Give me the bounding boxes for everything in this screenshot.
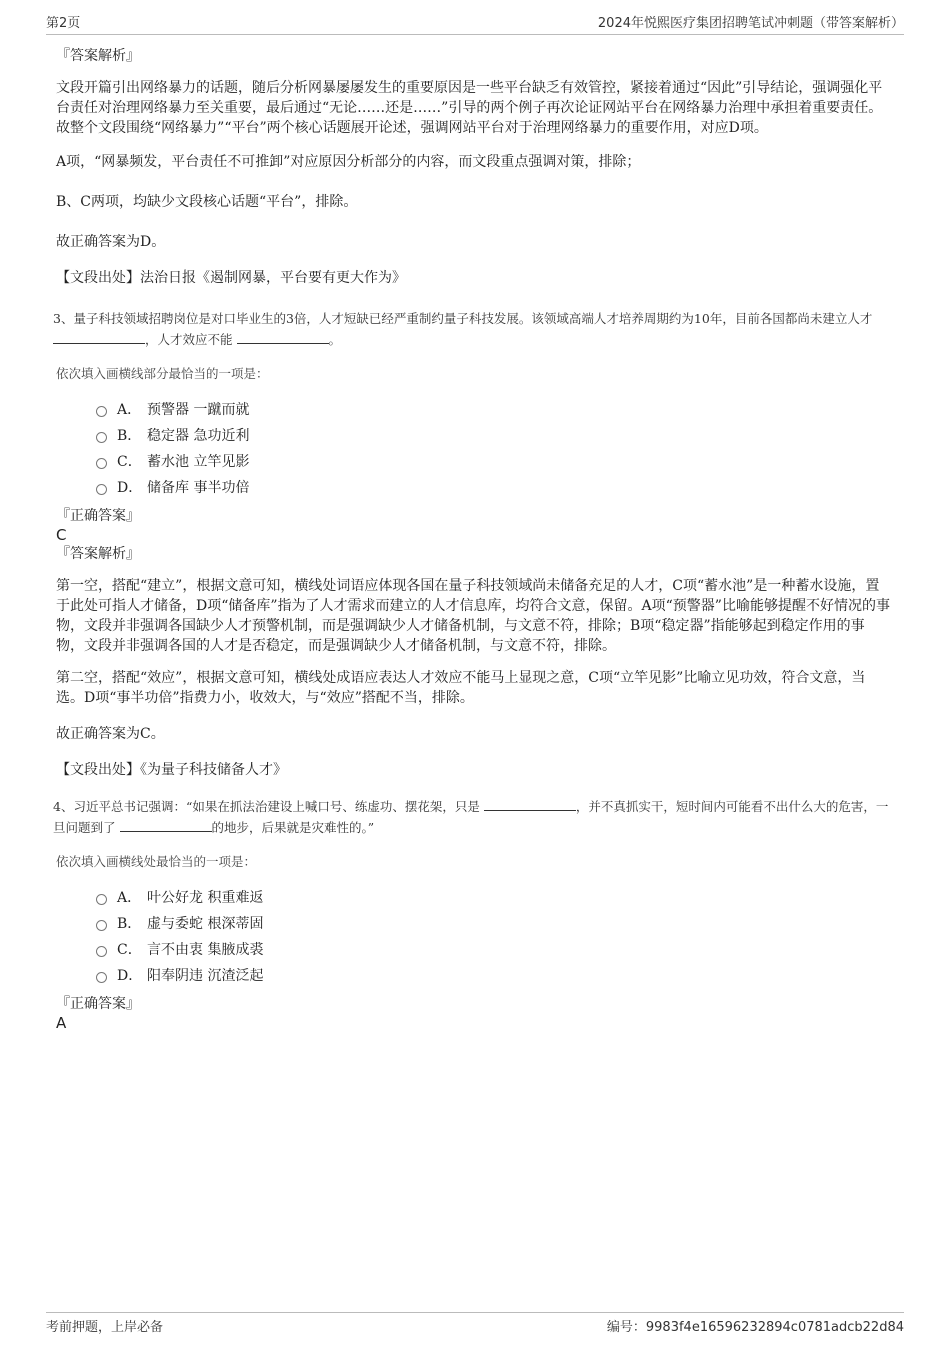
- q3-analysis-paragraph-2: 第二空，搭配“效应”，根据文意可知，横线处成语应表达人才效应不能马上显现之意，C项“立竿见影”比喻立见功效，符合文意，当选。D项“事半功倍”指费力小，收效大，与“效应”搭配不当，排除。: [56, 670, 866, 706]
- q4-stem-part-3: 的地步，后果就是灾难性的。”: [211, 820, 375, 835]
- page-content: [53, 46, 892, 1032]
- page-footer: [46, 1312, 904, 1335]
- q4-blank-2: [120, 818, 212, 832]
- q3-option-a[interactable]: A． 预警器 一蹴而就: [96, 396, 892, 422]
- q2-analysis-label: 『答案解析』: [56, 48, 140, 64]
- q4-option-a[interactable]: A． 叶公好龙 积重难返: [96, 884, 892, 910]
- q4-answer: A: [56, 1014, 67, 1032]
- q4-option-c[interactable]: C． 言不由衷 集腋成裘: [96, 936, 892, 962]
- q4-blank-1: [484, 797, 576, 811]
- q3-stem-part-2: ，人才效应不能: [145, 332, 233, 347]
- q2-analysis-paragraph-1: 文段开篇引出网络暴力的话题，随后分析网暴屡屡发生的重要原因是一些平台缺乏有效管控，紧接着通过“因此”引导结论，强调强化平台责任对治理网络暴力至关重要，最后通过“无论……还是……”引导的两个例子再次论证网站平台在网络暴力治理中承担着重要责任。故整个文段围绕“网络暴力”“平台”两个核心话题展开论述，强调网站平台对于治理网络暴力的重要作用，对应D项。: [56, 80, 883, 136]
- document-title: 2024年悦熙医疗集团招聘笔试冲刺题（带答案解析）: [597, 16, 904, 31]
- radio-icon[interactable]: [96, 946, 107, 957]
- q3-conclusion: 故正确答案为C。: [56, 726, 165, 742]
- footer-slogan: 考前押题，上岸必备: [46, 1320, 164, 1335]
- q4-option-b[interactable]: B． 虚与委蛇 根深蒂固: [96, 910, 892, 936]
- q3-analysis-label: 『答案解析』: [56, 546, 140, 562]
- q3-option-c[interactable]: C． 蓄水池 立竿见影: [96, 448, 892, 474]
- q4-prompt: 依次填入画横线处最恰当的一项是：: [56, 854, 257, 869]
- radio-icon[interactable]: [96, 458, 107, 469]
- q2-conclusion: 故正确答案为D。: [56, 234, 166, 250]
- radio-icon[interactable]: [96, 406, 107, 417]
- q2-source: 【文段出处】法治日报《遏制网暴，平台要有更大作为》: [56, 270, 406, 286]
- page-number: 第2页: [46, 16, 81, 31]
- page-header: [46, 12, 904, 35]
- q3-option-b[interactable]: B． 稳定器 急功近利: [96, 422, 892, 448]
- q3-stem: [53, 308, 892, 350]
- q3-stem-part-1: 3、量子科技领域招聘岗位是对口毕业生的3倍，人才短缺已经严重制约量子科技发展。该领域高端人才培养周期约为10年，目前各国都尚未建立人才: [53, 311, 873, 326]
- q2-analysis-paragraph-3: B、C两项，均缺少文段核心话题“平台”，排除。: [56, 194, 358, 210]
- q3-analysis-paragraph-1: 第一空，搭配“建立”，根据文意可知，横线处词语应体现各国在量子科技领域尚未储备充足的人才，C项“蓄水池”是一种蓄水设施，置于此处可指人才储备，D项“储备库”指为了人才需求而建立的人才信息库，均符合文意，保留。A项“预警器”比喻能够提醒不好情况的事物，文段并非强调各国缺少人才预警机制，而是强调缺少人才储备机制，与文意不符，排除；B项“稳定器”指能够起到稳定作用的事物，文段并非强调各国的人才是否稳定，而是强调缺少人才储备机制，与文意不符，排除。: [56, 578, 890, 654]
- q3-source: 【文段出处】《为量子科技储备人才》: [56, 762, 287, 778]
- q4-stem-part-1: 4、习近平总书记强调：“如果在抓法治建设上喊口号、练虚功、摆花架，只是: [53, 799, 480, 814]
- q4-stem-part-2: ，并不真抓实干，短时间内可能看不出什么大的危害，一旦问题到了: [53, 799, 889, 835]
- q4-stem: [53, 796, 892, 838]
- q4-option-d[interactable]: D． 阳奉阴违 沉渣泛起: [96, 962, 892, 988]
- q3-stem-part-3: 。: [328, 332, 342, 347]
- q3-answer-label: 『正确答案』: [56, 508, 140, 524]
- q3-options: [56, 396, 892, 500]
- q3-prompt: 依次填入画横线部分最恰当的一项是：: [56, 366, 269, 381]
- q3-answer: C: [56, 526, 67, 544]
- q4-answer-label: 『正确答案』: [56, 996, 140, 1012]
- q3-blank-2: [237, 330, 329, 344]
- q4-options: [56, 884, 892, 988]
- radio-icon[interactable]: [96, 484, 107, 495]
- document-id: 编号：9983f4e16596232894c0781adcb22d84: [606, 1320, 904, 1335]
- radio-icon[interactable]: [96, 972, 107, 983]
- q2-analysis-paragraph-2: A项，“网暴频发，平台责任不可推卸”对应原因分析部分的内容，而文段重点强调对策，排除；: [56, 154, 641, 170]
- radio-icon[interactable]: [96, 894, 107, 905]
- radio-icon[interactable]: [96, 432, 107, 443]
- q3-option-d[interactable]: D． 储备库 事半功倍: [96, 474, 892, 500]
- radio-icon[interactable]: [96, 920, 107, 931]
- q3-blank-1: [53, 330, 145, 344]
